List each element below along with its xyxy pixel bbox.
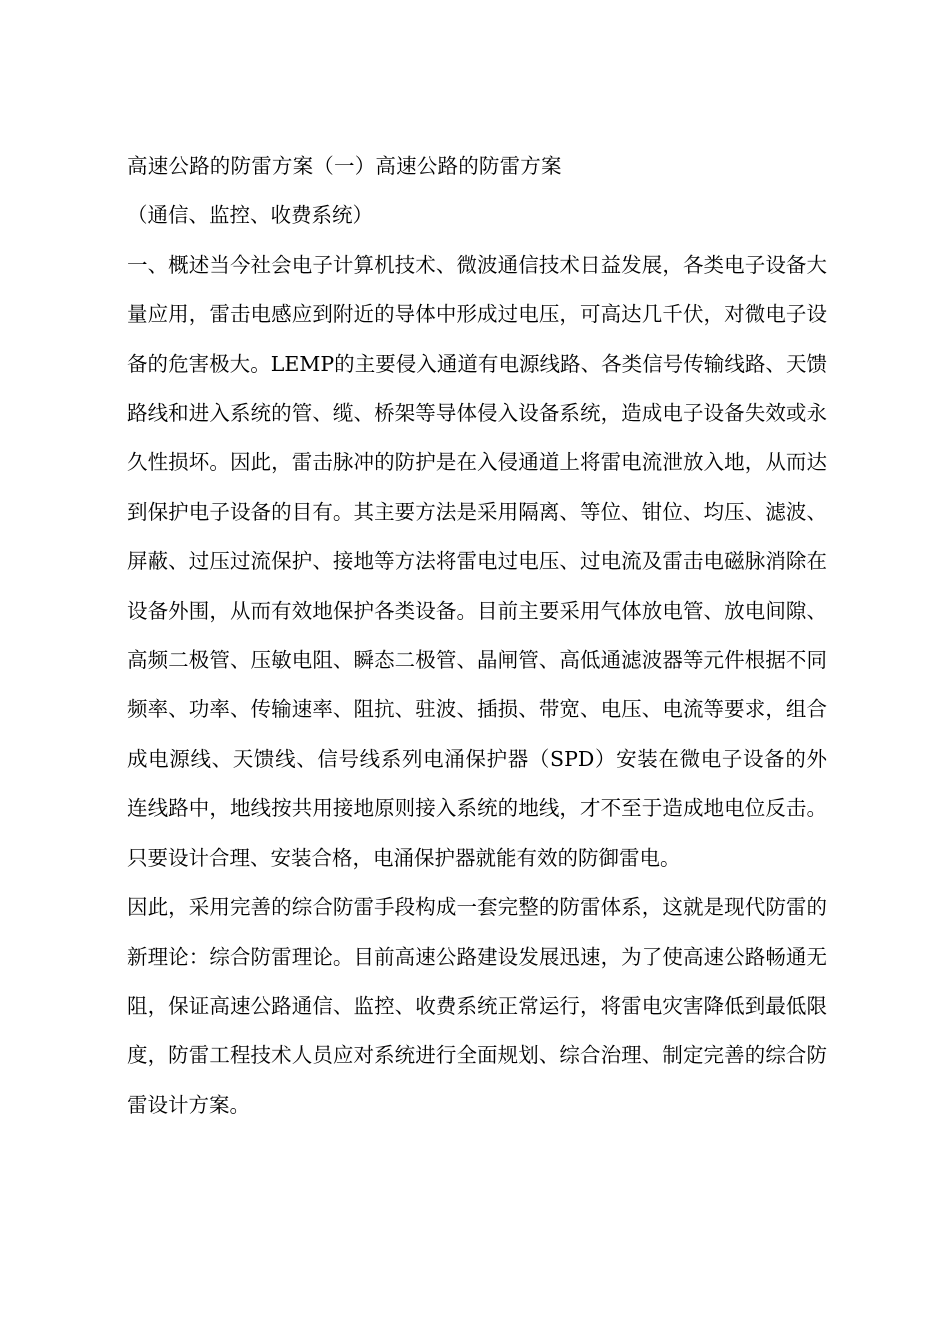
paragraph-comprehensive-protection: 因此，采用完善的综合防雷手段构成一套完整的防雷体系，这就是现代防雷的新理论：综合防雷理论。目前高速公路建设发展迅速，为了使高速公路畅通无阻，保证高速公路通信、监控、收费系统正常运行，将雷电灾害降低到最低限度，防雷工程技术人员应对系统进行全面规划、综合治理、制定完善的综合防雷设计方案。 <box>127 895 827 1117</box>
document-title: 高速公路的防雷方案（一）高速公路的防雷方案 <box>127 154 562 178</box>
document-body <box>127 142 827 1130</box>
paragraph-overview: 一、概述当今社会电子计算机技术、微波通信技术日益发展，各类电子设备大量应用，雷击电感应到附近的导体中形成过电压，可高达几千伏，对微电子设备的危害极大。LEMP的主要侵入通道有电源线路、各类信号传输线路、天馈路线和进入系统的管、缆、桥架等导体侵入设备系统，造成电子设备失效或永久性损坏。因此，雷击脉冲的防护是在入侵通道上将雷电流泄放入地，从而达到保护电子设备的目有。其主要方法是采用隔离、等位、钳位、均压、滤波、屏蔽、过压过流保护、接地等方法将雷电过电压、过电流及雷击电磁脉消除在设备外围，从而有效地保护各类设备。目前主要采用气体放电管、放电间隙、高频二极管、压敏电阻、瞬态二极管、晶闸管、高低通滤波器等元件根据不同频率、功率、传输速率、阻抗、驻波、插损、带宽、电压、电流等要求，组合成电源线、天馈线、信号线系列电涌保护器（SPD）安装在微电子设备的外连线路中，地线按共用接地原则接入系统的地线，才不至于造成地电位反击。只要设计合理、安装合格，电涌保护器就能有效的防御雷电。 <box>127 252 827 870</box>
document-subtitle: （通信、监控、收费系统） <box>127 203 373 228</box>
